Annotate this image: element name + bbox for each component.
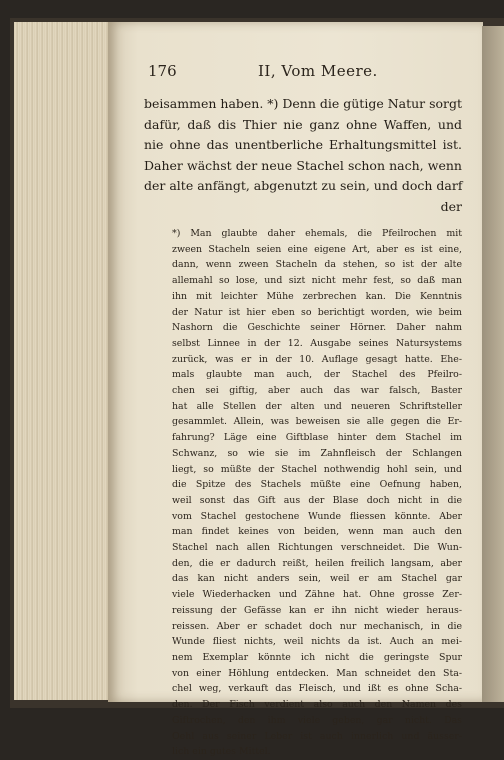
footnote-line: Giftrochen, den ihm viele geben, gar nicht. Das: [172, 714, 462, 726]
adjacent-page-edge: [482, 26, 504, 702]
footnote-line: nem Exemplar könnte ich nicht die geringste Spur: [172, 651, 462, 663]
footnote-line: *) Man glaubte daher ehemals, die Pfeilrochen mit: [172, 228, 462, 239]
footnote-line: von einer Höhlung entdecken. Man schneidet den Sta-: [172, 667, 462, 679]
footnote-line: chen sei giftig, aber auch das war falsch, Baster: [172, 385, 462, 397]
footnote-line: zween Stacheln seien eine eigene Art, aber es ist eine,: [172, 243, 462, 255]
footnote-line: gesammlet. Allein, was beweisen sie alle gegen die Er-: [172, 416, 462, 428]
footnote-line: den. Der Fisch verdient also auch den Namen des: [172, 699, 462, 711]
footnote-line: mals glaubte man auch, der Stachel des Pfeilro-: [172, 369, 462, 381]
footnote-line: Schwanz, so wie sie im Zahnfleisch der Schlangen: [172, 447, 462, 459]
page-edges: [14, 22, 111, 700]
footnote-line: selbst Linnee in der 12. Ausgabe seines Natursystems: [172, 337, 462, 349]
text-line: dafür, daß dis Thier nie ganz ohne Waffen, und: [144, 116, 462, 132]
footnote-line: den, die er dadurch reißt, heilen freilich langsam, aber: [172, 557, 462, 569]
footnote-line: dann, wenn zween Stacheln da stehen, so ist der alte: [172, 259, 462, 271]
footnote-line: Wunde fliest nichts, weil nichts da ist. Auch an mei-: [172, 636, 462, 648]
footnote-line: das kan nicht anders sein, weil er am Stachel gar: [172, 573, 462, 585]
footnote-line: ihn mit leichter Mühe zerbrechen kan. Die Kenntnis: [172, 290, 462, 302]
footnote-line: chel weg, verkauft das Fleisch, und ißt es ohne Scha-: [172, 683, 462, 695]
page-header: [138, 62, 478, 84]
footnote-line: liegt, so müßte der Stachel nothwendig hohl sein, und: [172, 463, 462, 475]
footnote-line: Stachel nach allen Richtungen verschneidet. Die Wun-: [172, 542, 462, 554]
footnote-line: weil sonst das Gift aus der Blase doch nicht in die: [172, 494, 462, 506]
footnote-line: Oehl aus seiner Leber ist auch innerlich und äusser-: [172, 730, 462, 742]
text-line: der alte anfängt, abgenutzt zu sein, und doch darf: [144, 178, 463, 193]
footnote-line: fahrung? Läge eine Giftblase hinter dem Stachel im: [172, 432, 462, 444]
catchword: der: [440, 198, 462, 214]
footnote-line: der Natur ist hier eben so berichtigt worden, wie beim: [172, 306, 462, 318]
footnote-line: reissen. Aber er schadet doch nur mechanisch, in die: [172, 620, 462, 632]
main-text: [144, 94, 462, 217]
footnote-line: die Spitze des Stachels müßte eine Oefnung haben,: [172, 479, 462, 491]
text-line: nie ohne das unentberliche Erhaltungsmittel ist.: [144, 137, 462, 152]
footnote-line: hat alle Stellen der alten und neueren Schriftsteller: [172, 400, 462, 412]
running-title: II, Vom Meere.: [258, 62, 378, 80]
footnote-line: viele Wiederhacken und Zähne hat. Ohne grosse Zer-: [172, 589, 462, 601]
page-number: 176: [148, 62, 177, 80]
text-line: beisammen haben. *) Denn die gütige Natur sorgt: [144, 96, 463, 111]
footnote-line: man findet keines von beiden, wenn man auch den: [172, 526, 462, 538]
footnote-line: Nashorn die Geschichte seiner Hörner. Daher nahm: [172, 322, 462, 334]
footnote-line: allemahl so lose, und sizt nicht mehr fest, so daß man: [172, 275, 462, 287]
footnote: [172, 226, 462, 760]
footnote-line: vom Stachel gestochene Wunde fliessen könnte. Aber: [172, 510, 462, 522]
footnote-line: zurück, was er in der 10. Auflage gesagt hatte. Ehe-: [172, 353, 462, 365]
footnote-line: lich ein gutes Mittel.: [172, 746, 271, 758]
footnote-line: reissung der Gefässe kan er ihn nicht wieder heraus-: [172, 604, 462, 616]
text-line: Daher wächst der neue Stachel schon nach, wenn: [144, 157, 462, 173]
